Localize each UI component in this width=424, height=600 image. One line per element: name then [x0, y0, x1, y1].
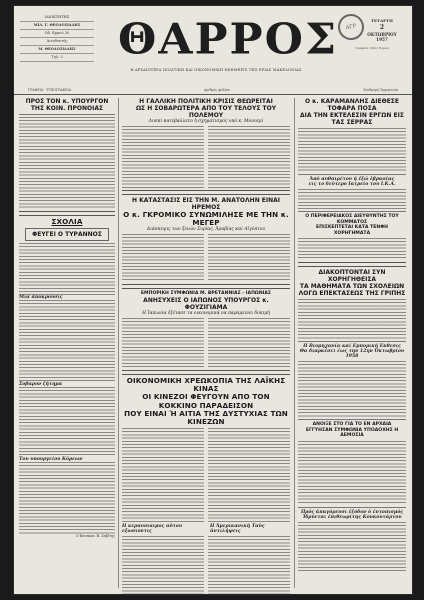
publisher-box [20, 14, 94, 84]
subheading: Σοβαρον ζήτημα [19, 382, 63, 388]
info-right: Συνδρομή Τριμηνιαία [363, 88, 398, 92]
subheading: Ἀπό αυθαιρέτου ή ἐξώ ἐβρασίας [309, 177, 395, 182]
newspaper-title: ΘΑΡΡΟΣ [118, 15, 339, 64]
bottom-subheads [122, 524, 290, 534]
article-body [19, 300, 115, 382]
headline: ΕΓΓΥΗΣΑΝ ΣΥΜΦΩΝΙΑ ΥΠΟΔΟΧΗΣ Η ΑΕΜΟΣΙΑ [305, 427, 399, 438]
issue-month: ΟΚΤΩΒΡΙΟΥ 1957 [367, 32, 397, 42]
article-body [298, 361, 406, 417]
headline: ΕΠΙΣΚΕΠΤΕΤΑΙ ΚΑΤΑ ΤΕΝΦΗ ΧΟΡΗΓΗΜΑΤΑ [316, 225, 388, 236]
subheading: Πρός ἀπαγόρευσι έξοδον ὁ ἐντοπισμός [300, 509, 404, 515]
publisher-line: Οδ. Ερμού 20 [20, 30, 94, 38]
headline: ΑΝΟΙΞΕ ΣΤΟ ΓΙΑ ΤΟ ΕΝ ΑΡΧΑΙΑ [312, 422, 392, 427]
subheading: Η Βιομηχανία καί Εμπορική Εκθεσις [303, 344, 401, 349]
subheading: Του υπουργείου Κόρεων [19, 457, 83, 463]
library-stamp: ΑΓΡ [336, 12, 367, 43]
subheading: εις το δεύτερο Ιατρείο του Ι.Κ.Α. [308, 182, 396, 187]
headline: Η ΚΑΤΑΣΤΑΣΙΣ ΕΙΣ ΤΗΝ Μ. ΑΝΑΤΟΛΗΝ ΕΙΝΑΙ ΗΡΕΜΟΣ [131, 197, 281, 211]
headline: ΟΙΚΟΝΟΜΙΚΗ ΧΡΕΩΚΟΠΙΑ ΤΗΣ ΛΑΪΚΗΣ ΚΙΝΑΣ [126, 375, 286, 394]
divider [19, 114, 115, 115]
headline: Ο κ. ΚΑΡΑΜΑΝΛΗΣ ΔΙΕΘΕΣΕ ΤΟΦΑΡΑ ΠΟΣΑ [304, 98, 399, 112]
info-bar [28, 88, 398, 92]
headline: ΠΡΟΣ ΤΟΝ κ. ΥΠΟΥΡΓΟΝ ΤΗΣ ΚΟΙΝ. ΠΡΟΝΟΙΑΣ [25, 98, 109, 112]
column-center [122, 98, 290, 594]
headline: ΩΣ Η ΣΟΒΑΡΩΤΕΡΑ ΑΠΟ ΤΟΥ ΤΕΛΟΥΣ ΤΟΥ ΠΟΛΕΜΟΥ [135, 105, 277, 119]
subheading: Μια ἀποκρούσις [19, 295, 63, 301]
article-body [298, 189, 406, 209]
subheading: Η κεραυνιαιμος αὐτου εξωσιοντις [122, 524, 183, 535]
divider [298, 341, 406, 342]
issue-day: ΤΕΤΑΡΤΗ [371, 18, 393, 23]
issue-date: 2 [379, 24, 385, 31]
subheading: Ἰδρύεται ἐπιθεωρίτης Κουκουτάρτου [302, 514, 402, 520]
article-body [19, 117, 115, 209]
article-body [298, 128, 406, 172]
headline: ΤΑ ΜΑΘΗΜΑΤΑ ΤΩΝ ΣΧΟΛΕΙΩΝ [299, 283, 405, 290]
headline: ΠΟΥ ΕΙΝΑΙ Ή ΑΙΤΙΑ ΤΗΣ ΔΥΣΤΥΧΙΑΣ ΤΩΝ ΚΙΝΕΖΩΝ [124, 408, 288, 426]
headline: ΔΙΑ ΤΗΝ ΕΚΤΕΛΕΣΙΝ ΕΡΓΩΝ ΕΙΣ ΤΑΣ ΣΕΡΡΑΣ [300, 112, 404, 126]
publisher-line: Μ. ΘΕΟΔΟΣΙΑΔΗΣ [20, 46, 94, 54]
masthead [14, 6, 412, 95]
divider [122, 370, 290, 375]
headline: Η ΓΑΛΛΙΚΗ ΠΟΛΙΤΙΚΗ ΚΡΙΣΙΣ ΘΕΩΡΕΙΤΑΙ [139, 98, 273, 105]
newspaper-page [14, 6, 412, 594]
subheading: Η Ἰαπωνία ἐξέτασε τα οικονομικά να παραμεινει δοκιμή [142, 310, 270, 316]
date-box [332, 12, 406, 84]
divider [122, 190, 290, 195]
divider [122, 284, 290, 289]
article-body [122, 536, 290, 594]
publisher-line: Διευθυντής [20, 38, 94, 46]
divider [298, 419, 406, 420]
newspaper-subtitle: Η ΑΡΧΑΙΟΤΕΡΑ ΠΟΛΙΤΙΚΗ ΚΑΙ ΟΙΚΟΝΟΜΙΚΗ ΕΦΗΜΕΡΙΣ ΤΗΣ ΕΡΙΑΣ ΜΑΚΕΔΟΝΙΑΣ [130, 68, 302, 72]
article-body [298, 238, 406, 260]
subheading: Διάσκεψις των ξενών Συρίας, Ἀραβίας καί Αἰγύπτου [146, 227, 266, 233]
article-body [122, 126, 290, 188]
article-body [122, 234, 290, 282]
headline: ΑΝΗΣΥΧΕΙΣ Ο ΙΑΠΩΝΟΣ ΥΠΟΥΡΓΟΣ κ. ΦΟΥΖΙΓΙΑΜΑ [143, 296, 269, 311]
signature: Ο Επισκοπ. Β. Ζαβίτης [75, 534, 115, 539]
divider [298, 174, 406, 175]
subheading: Θα διαρκέσει έως την 12ην Ὀκτωβρίου 1958 [299, 349, 405, 359]
divider [298, 262, 406, 267]
subheading: Λυσκί κατεβαλλετο ἡ σχηματισμός υπό κ. Μονυερί [148, 119, 264, 124]
info-left: ΓΡΑΦΕΙΑ - ΤΥΠΟΓΡΑΦΕΙΑ [28, 88, 72, 92]
article-body [19, 462, 115, 534]
headline: ΕΜΠΟΡΙΚΗ ΣΥΜΦΩΝΙΑ Μ. ΒΡΕΤΑΝΝΙΑΣ - ΙΑΠΩΝΙΑΣ [140, 291, 272, 297]
column-left [19, 98, 115, 538]
subheading: Η Ἀμερικανική Ταὺς ἀντιλήψεις [210, 524, 265, 535]
headline: ΟΙ ΚΙΝΕΖΟΙ ΦΕΥΓΟΥΝ ΑΠΟ ΤΟΝ ΚΟΚΚΙΝΟ ΠΑΡΑΔΕΙΣΟΝ [142, 392, 270, 410]
divider [19, 211, 115, 216]
article-body [19, 387, 115, 457]
article-body [298, 441, 406, 505]
headline: ΛΟΓΩ ΕΠΕΚΤΑΣΕΩΣ ΤΗΣ ΓΡΙΠΗΣ [298, 290, 406, 297]
publisher-line: ΙΔΙΟΚΤΗΤΗΣ [20, 14, 94, 22]
divider [298, 211, 406, 212]
article-body [19, 243, 115, 295]
headline: ΔΙΑΚΟΠΤΟΝΤΑΙ ΣΥΝ ΧΟΡΗΓΗΘΕΙΣΑ [318, 269, 386, 283]
headline: ΦΕΥΓΕΙ Ο ΤΥΡΑΝΝΟΣ [25, 228, 109, 241]
publisher-line: ΜΙΛ. Γ. ΘΕΟΔΟΣΙΑΔΗΣ [20, 22, 94, 30]
info-mid: Αριθμός φύλλου [204, 88, 231, 92]
section-title: ΣΧΟΛΙΑ [51, 217, 83, 226]
headline: Ο κ. ΓΚΡΟΜΙΚΟ ΣΥΝΩΜΙΛΗΣΕ ΜΕ ΤΗΝ κ. ΜΕΓΕΡ [123, 210, 289, 228]
article-body [122, 318, 290, 368]
headline: Ο ΠΕΡΙΦΕΡΕΙΑΚΟΣ ΔΙΕΥΘΥΝΤΗΣ ΤΟΥ ΚΟΜΜΑΤΟΣ [305, 214, 399, 225]
article-body [122, 428, 290, 524]
publisher-line: Τηλ. 3 [20, 54, 94, 62]
article-body [298, 522, 406, 572]
column-divider [294, 98, 295, 588]
divider [298, 507, 406, 508]
column-right [298, 98, 406, 572]
column-divider [118, 98, 119, 588]
office-info: Γραφεία: Οδός Ερμού [355, 46, 389, 50]
article-body [298, 299, 406, 339]
